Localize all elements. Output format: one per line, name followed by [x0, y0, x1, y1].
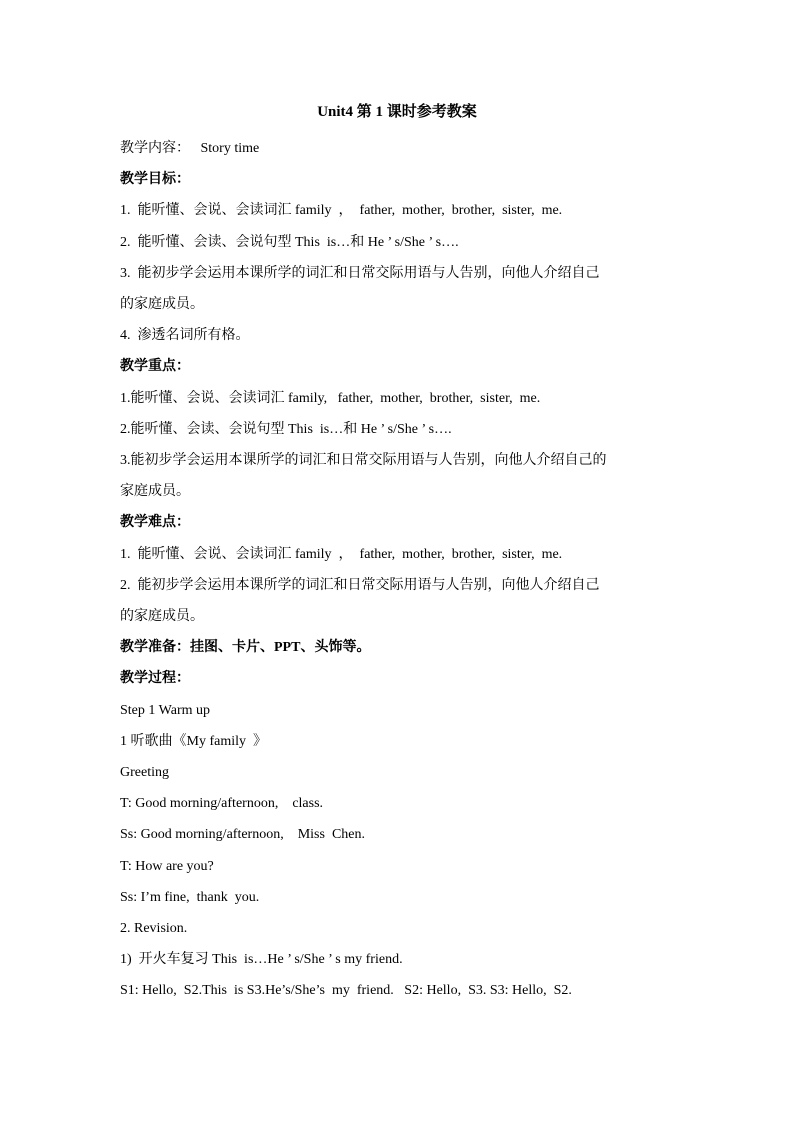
text-line: 4. 渗透名词所有格。	[120, 328, 250, 344]
text-line: 1 听歌曲《My family 》	[120, 733, 267, 749]
text-line: 2.能听懂、会读、会说句型 This is…和 He ’ s/She ’ s….	[120, 421, 452, 437]
text-line: T: Good morning/afternoon, class.	[120, 796, 324, 812]
text-line: 3. 能初步学会运用本课所学的词汇和日常交际用语与人告别，向他人介绍自己	[120, 265, 600, 281]
text-line: Greeting	[120, 765, 169, 781]
text-line: Step 1 Warm up	[120, 702, 210, 718]
text-line: T: How are you?	[120, 858, 214, 874]
text-line: 教学内容： Story time	[120, 141, 260, 156]
section-heading: 教学目标：	[120, 172, 190, 188]
section-heading: 教学准备：挂图、卡片、PPT、头饰等。	[120, 640, 371, 656]
text-line: 3.能初步学会运用本课所学的词汇和日常交际用语与人告别，向他人介绍自己的	[120, 453, 607, 469]
text-line: 家庭成员。	[120, 484, 190, 500]
text-line: 2. 能初步学会运用本课所学的词汇和日常交际用语与人告别，向他人介绍自己	[120, 577, 600, 593]
text-line: 的家庭成员。	[120, 297, 204, 313]
text-line: 1.能听懂、会说、会读词汇 family, father, mother, brother, sister, me.	[120, 390, 541, 406]
document-body	[120, 133, 680, 1007]
text-line: 2. 能听懂、会读、会说句型 This is…和 He ’ s/She ’ s….	[120, 234, 459, 250]
text-line: S1: Hello, S2.This is S3.He’s/She’s my friend. S2: Hello, S3. S3: Hello, S2.	[120, 983, 572, 999]
text-line: 1. 能听懂、会说、会读词汇 family ， father, mother, brother, sister, me.	[120, 546, 563, 562]
section-heading: 教学重点：	[120, 359, 190, 375]
section-heading: 教学过程：	[120, 671, 190, 687]
section-heading: 教学难点：	[120, 515, 190, 531]
text-line: 1) 开火车复习 This is…He ’ s/She ’ s my friend.	[120, 952, 403, 968]
text-line: 1. 能听懂、会说、会读词汇 family ， father, mother, brother, sister, me.	[120, 203, 563, 219]
document-title: Unit4 第 1 课时参考教案	[317, 104, 477, 120]
text-line: 的家庭成员。	[120, 609, 204, 625]
text-line: 2. Revision.	[120, 921, 188, 937]
text-line: Ss: Good morning/afternoon, Miss Chen.	[120, 827, 365, 843]
text-line: Ss: I’m fine, thank you.	[120, 889, 260, 905]
